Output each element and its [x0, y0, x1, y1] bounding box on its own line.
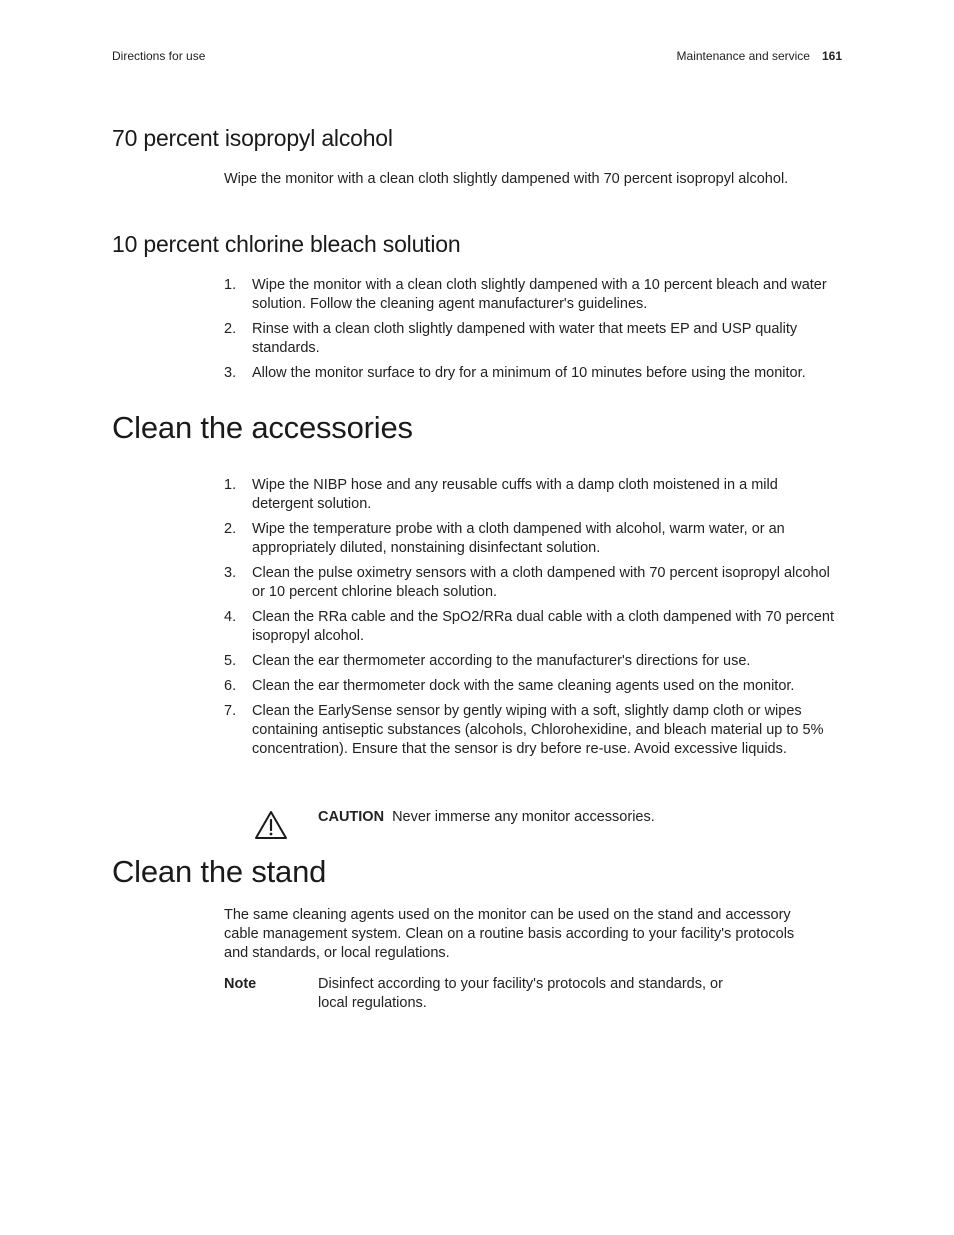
- list-item: [224, 320, 839, 358]
- list-item: [224, 702, 839, 759]
- list-number: 3.: [224, 565, 237, 581]
- list-number: 7.: [224, 703, 237, 719]
- heading-isopropyl-alcohol: 70 percent isopropyl alcohol: [112, 125, 393, 151]
- list-number: 4.: [224, 609, 237, 625]
- list-number: 1.: [224, 277, 237, 293]
- list-number: 3.: [224, 365, 237, 381]
- list-text: Clean the RRa cable and the SpO2/RRa dual cable with a cloth dampened with 70 percent isopropyl alcohol.: [252, 609, 834, 644]
- list-number: 1.: [224, 477, 237, 493]
- page-number: 161: [821, 49, 842, 63]
- list-item: [224, 364, 839, 383]
- list-number: 5.: [224, 653, 237, 669]
- note-label: Note: [224, 976, 257, 992]
- list-item: [224, 677, 839, 696]
- list-item: [224, 608, 839, 646]
- list-text: Allow the monitor surface to dry for a minimum of 10 minutes before using the monitor.: [252, 365, 806, 381]
- warning-triangle-icon: [254, 810, 288, 840]
- list-text: Clean the ear thermometer dock with the same cleaning agents used on the monitor.: [252, 678, 795, 694]
- list-text: Clean the EarlySense sensor by gently wiping with a soft, slightly damp cloth or wipes containing antiseptic substances (alcohols, Chlorohexidine, and bleach material up to 5% concentration). Ensure that the sensor is dry before re-use. Avoid excessive liquids.: [252, 703, 824, 757]
- heading-clean-stand: Clean the stand: [112, 854, 327, 889]
- caution-callout: [254, 806, 854, 840]
- bleach-steps-list: [224, 276, 839, 389]
- list-number: 2.: [224, 521, 237, 537]
- list-item: [224, 276, 839, 314]
- list-text: Wipe the monitor with a clean cloth slightly dampened with a 10 percent bleach and water solution. Follow the cleaning agent manufacturer's guidelines.: [252, 277, 827, 312]
- header-chapter-title: Maintenance and service: [676, 49, 810, 63]
- list-item: [224, 652, 839, 671]
- list-text: Wipe the temperature probe with a cloth dampened with alcohol, warm water, or an appropriately diluted, nonstaining disinfectant solution.: [252, 521, 785, 556]
- accessories-steps-list: [224, 476, 839, 765]
- list-item: [224, 476, 839, 514]
- isopropyl-alcohol-paragraph: Wipe the monitor with a clean cloth slightly dampened with 70 percent isopropyl alcohol.: [224, 171, 789, 187]
- list-number: 6.: [224, 678, 237, 694]
- header-document-title: Directions for use: [112, 49, 206, 63]
- list-number: 2.: [224, 321, 237, 337]
- note-text: Disinfect according to your facility's protocols and standards, or local regulations.: [318, 976, 723, 1011]
- list-text: Clean the ear thermometer according to the manufacturer's directions for use.: [252, 653, 751, 669]
- heading-clean-accessories: Clean the accessories: [112, 410, 413, 445]
- header-section: [677, 49, 842, 63]
- caution-label: CAUTION: [318, 809, 385, 825]
- list-item: [224, 520, 839, 558]
- caution-message: Never immerse any monitor accessories.: [392, 809, 655, 825]
- list-text: Rinse with a clean cloth slightly dampened with water that meets EP and USP quality standards.: [252, 321, 798, 356]
- stand-paragraph: The same cleaning agents used on the monitor can be used on the stand and accessory cable management system. Clean on a routine basis according to your facility's protocols and standards, or local regulations.: [224, 907, 795, 961]
- list-text: Clean the pulse oximetry sensors with a cloth dampened with 70 percent isopropyl alcohol or 10 percent chlorine bleach solution.: [252, 565, 830, 600]
- list-text: Wipe the NIBP hose and any reusable cuffs with a damp cloth moistened in a mild detergent solution.: [252, 477, 778, 512]
- heading-bleach-solution: 10 percent chlorine bleach solution: [112, 231, 461, 257]
- running-header: [112, 49, 842, 67]
- caution-text-block: [318, 808, 655, 827]
- list-item: [224, 564, 839, 602]
